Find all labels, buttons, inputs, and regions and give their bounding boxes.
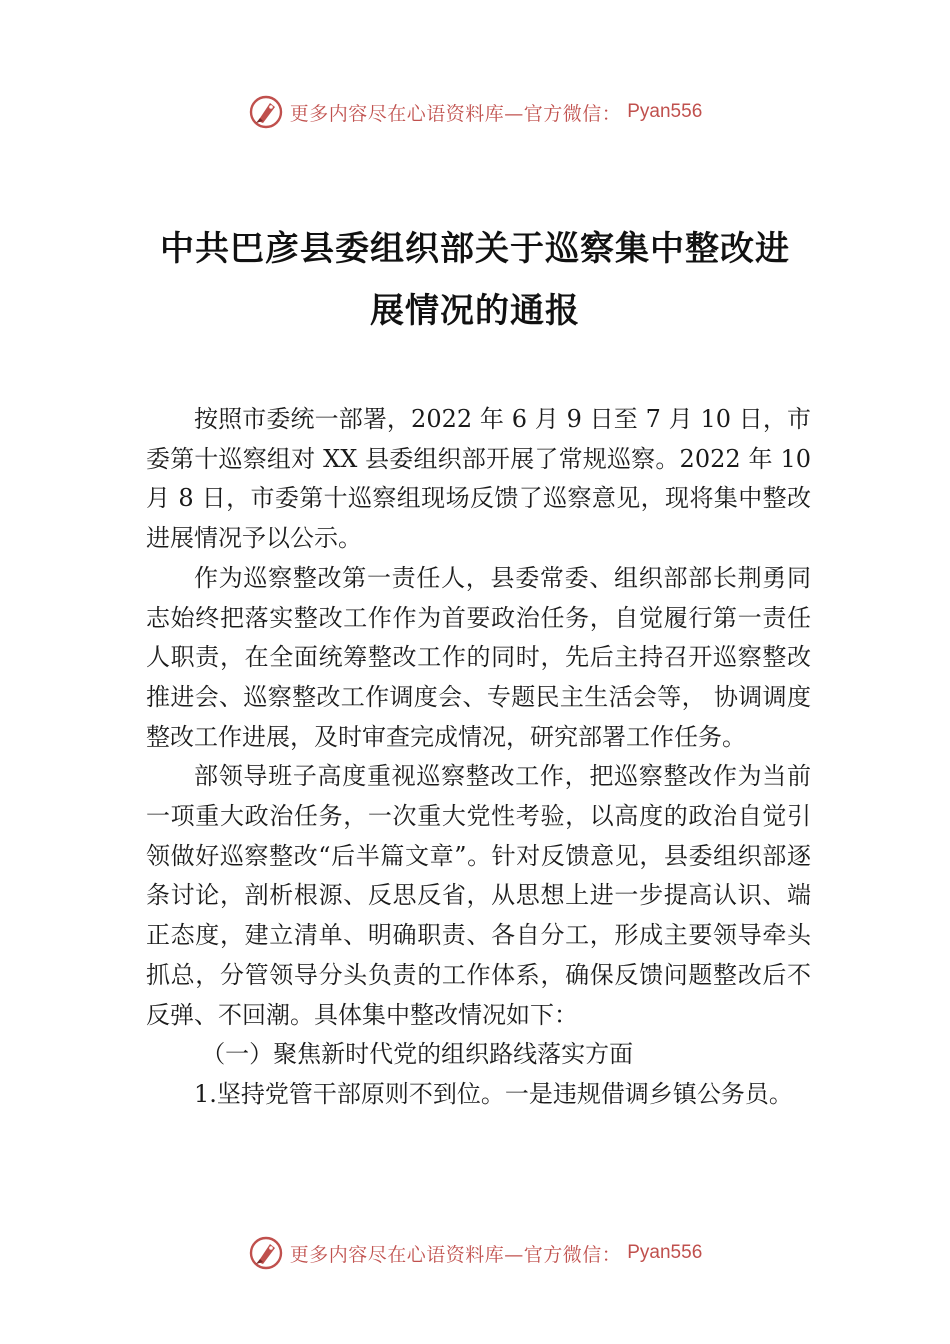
watermark-footer (0, 1235, 950, 1271)
paragraph-3: 部领导班子高度重视巡察整改工作，把巡察整改作为当前一项重大政治任务，一次重大党性考验，以高度的政治自觉引领做好巡察整改“后半篇文章”。针对反馈意见，县委组织部逐条讨论，剖析根源、反思反省，从思想上进一步提高认识、端正态度，建立清单、明确职责、各自分工，形成主要领导牵头抓总，分管领导分头负责的工作体系，确保反馈问题整改后不反弹、不回潮。具体集中整改情况如下： (146, 762, 811, 1029)
pen-nib-icon (248, 94, 284, 130)
wechat-id: Pyan556 (627, 1242, 703, 1263)
paragraph-2: 作为巡察整改第一责任人，县委常委、组织部部长荆勇同志始终把落实整改工作作为首要政治任务，自觉履行第一责任人职责，在全面统筹整改工作的同时，先后主持召开巡察整改推进会、巡察整改工作调度会、专题民主生活会等， 协调调度整改工作进展，及时审查完成情况，研究部署工作任务。 (146, 563, 811, 751)
list-item-1: 1.坚持党管干部原则不到位。一是违规借调乡镇公务员。 (194, 1079, 793, 1108)
pen-nib-icon (248, 1235, 284, 1271)
title-line-1: 中共巴彦县委组织部关于巡察集中整改进 (160, 229, 790, 269)
section-heading: （一）聚焦新时代党的组织路线落实方面 (201, 1040, 634, 1069)
document-body (146, 400, 811, 1115)
watermark-header (0, 94, 950, 130)
watermark-text: 更多内容尽在心语资料库—官方微信： (289, 102, 622, 125)
title-line-2: 展情况的通报 (370, 291, 580, 331)
document-title (120, 218, 830, 342)
paragraph-1: 按照市委统一部署，2022 年 6 月 9 日至 7 月 10 日，市委第十巡察组对 XX 县委组织部开展了常规巡察。2022 年 10 月 8 日，市委第十巡察组现场反馈了巡察意见，现将集中整改进展情况予以公示。 (146, 405, 811, 553)
wechat-id: Pyan556 (627, 101, 703, 122)
watermark-text: 更多内容尽在心语资料库—官方微信： (289, 1243, 622, 1266)
